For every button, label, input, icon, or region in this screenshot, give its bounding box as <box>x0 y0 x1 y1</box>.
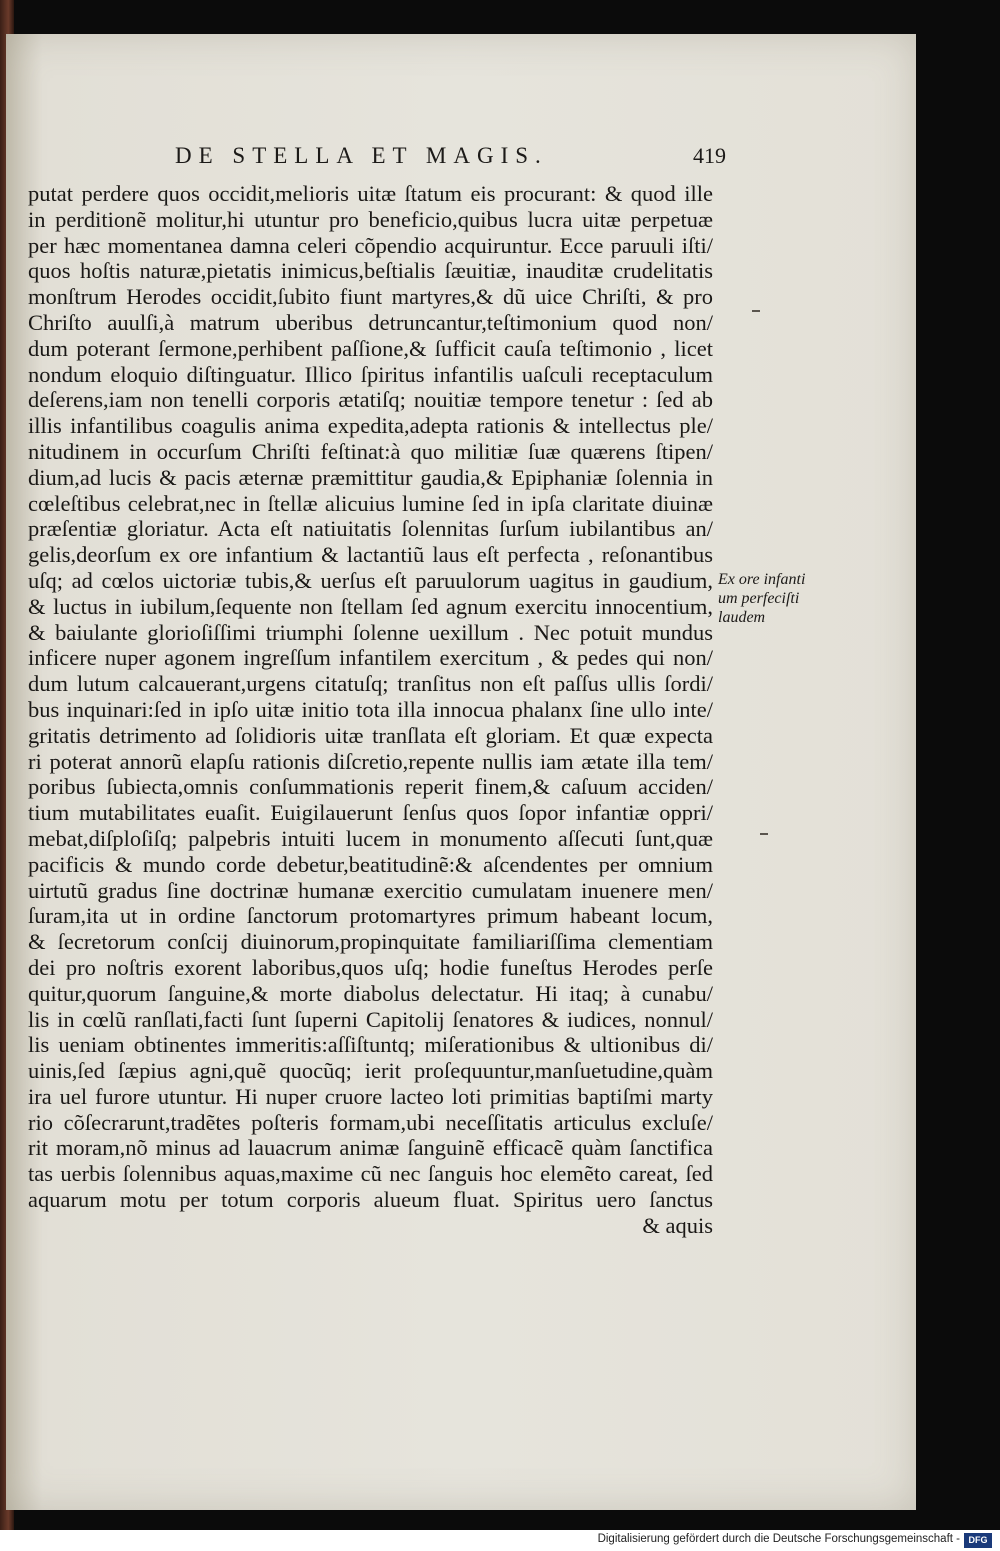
text-line: cœleſtibus celebrat,nec in ſtellæ alicuius lumine ſed in ipſa claritate diuinæ <box>28 490 713 516</box>
text-line: poribus ſubiecta,omnis conſummationis reperit finem,& caſuum acciden/ <box>28 774 713 800</box>
text-line: tas uerbis ſolennibus aquas,maxime cũ nec ſanguis hoc elemẽto careat, ſed <box>28 1161 713 1187</box>
running-title: DE STELLA ET MAGIS. <box>175 143 548 168</box>
text-line: per hæc momentanea damna celeri cõpendio acquiruntur. Ecce paruuli iſti/ <box>28 232 713 258</box>
text-line: uirtutũ gradus ſine doctrinæ humanæ exercitio cumulatam inuenere men/ <box>28 877 713 903</box>
running-head <box>175 143 726 171</box>
text-line: quitur,quorum ſanguine,& morte diabolus delectatur. Hi itaq; à cunabu/ <box>28 980 713 1006</box>
text-line: ri poterat annorũ elapſu rationis diſcretio,repente nullis iam ætate illa tem/ <box>28 748 713 774</box>
text-line: dei pro noſtris exorent laboribus,quos uſq; hodie funeſtus Herodes perſe <box>28 954 713 980</box>
text-line: & luctus in iubilum,ſequente non ſtellam ſed agnum exercitu innocentium, <box>28 593 713 619</box>
text-line: gelis,deorſum ex ore infantium & lactantiũ laus eſt perfecta , reſonantibus <box>28 542 713 568</box>
text-line: uinis,ſed ſæpius agni,quẽ quocũq; ierit proſequuntur,manſuetudine,quàm <box>28 1058 713 1084</box>
text-line: quos hoſtis naturæ,pietatis inimicus,beſtialis ſæuitiæ, inauditæ crudelitatis <box>28 258 713 284</box>
digitization-footer <box>0 1530 1000 1551</box>
text-line: rio cõſecrarunt,tradẽtes poſteris formam,ubi neceſſitatis articulus excluſe/ <box>28 1109 713 1135</box>
text-line: bus inquinari:ſed in ipſo uitæ initio tota illa innocua phalanx ſine ullo inte/ <box>28 696 713 722</box>
text-line: uſq; ad cœlos uictoriæ tubis,& uerſus eſt paruulorum uagitus in gaudium, <box>28 567 713 593</box>
text-line: deſerens,iam non tenelli corporis ætatiſq; nouitiæ tempore tenetur : ſed ab <box>28 387 713 413</box>
text-line: tium mutabilitates euaſit. Euigilauerunt ſenſus quos ſopor infantiæ oppri/ <box>28 800 713 826</box>
text-line: dum lutum calcauerant,urgens citatuſq; tranſitus non eſt paſſus ullis ſordi/ <box>28 671 713 697</box>
text-line: & baiulante glorioſiſſimi triumphi ſolenne uexillum . Nec potuit mundus <box>28 619 713 645</box>
dfg-logo-icon: DFG <box>964 1533 992 1548</box>
body-text <box>28 181 713 1239</box>
text-line: inficere nuper agonem ingreſſum infantilem exercitum , & pedes qui non/ <box>28 645 713 671</box>
text-line: lis ueniam obtinentes immeritis:aſſiſtuntq; miſerationibus & ultionibus di/ <box>28 1032 713 1058</box>
text-line: nitudinem in occurſum Chriſti feſtinat:à quo militiæ ſuæ quærens ſtipen/ <box>28 438 713 464</box>
text-line: præſentiæ gloriatur. Acta eſt natiuitatis ſolennitas ſurſum iubilantibus an/ <box>28 516 713 542</box>
page-number: 419 <box>693 143 726 168</box>
text-line: Chriſto auulſi,à matrum uberibus detruncantur,teſtimonium quod non/ <box>28 309 713 335</box>
text-line: illis infantilibus coagulis anima expedita,adepta rationis & intellectus ple/ <box>28 413 713 439</box>
text-line: monſtrum Herodes occidit,ſubito fiunt martyres,& dũ uice Chriſti, & pro <box>28 284 713 310</box>
margin-mark <box>760 833 768 835</box>
text-line: dium,ad lucis & pacis æternæ præmittitur gaudia,& Epiphaniæ ſolennia in <box>28 464 713 490</box>
text-line: ira uel furore utuntur. Hi nuper cruore lacteo loti primitias baptiſmi marty <box>28 1083 713 1109</box>
text-line: rit moram,nõ minus ad lauacrum animæ ſanguinẽ efficacẽ quàm ſanctifica <box>28 1135 713 1161</box>
text-line: nondum eloquio diſtinguatur. Illico ſpiritus infantilis uaſculi receptaculum <box>28 361 713 387</box>
text-line: mebat,diſploſiſq; palpebris intuiti lucem in monumento aſſecuti ſunt,quæ <box>28 825 713 851</box>
catchword: & aquis <box>642 1212 713 1238</box>
funding-credit: Digitalisierung gefördert durch die Deutsche Forschungsgemeinschaft - <box>597 1533 960 1545</box>
text-line: in perditionẽ molitur,hi utuntur pro beneficio,quibus lucra uitæ perpetuæ <box>28 206 713 232</box>
marginal-note-line: Ex ore infanti <box>718 571 806 588</box>
text-line: dum poterant ſermone,perhibent paſſione,& ſufficit cauſa teſtimonio , licet <box>28 335 713 361</box>
text-line: lis in cœlũ ranſlati,facti ſunt ſuperni Capitolij ſenatores & iudices, nonnul/ <box>28 1006 713 1032</box>
text-line: ſuram,ita ut in ordine ſanctorum protomartyres primum habeant locum, <box>28 903 713 929</box>
text-line: & ſecretorum conſcij diuinorum,propinquitate familiariſſima clementiam <box>28 929 713 955</box>
marginal-note-line: laudem <box>718 609 766 626</box>
text-line: pacificis & mundo corde debetur,beatitudinẽ:& aſcendentes per omnium <box>28 851 713 877</box>
margin-mark <box>752 310 760 312</box>
marginal-note-line: um perfeciſti <box>718 590 800 607</box>
text-line: putat perdere quos occidit,melioris uitæ ſtatum eis procurant: & quod ille <box>28 181 713 206</box>
text-line: gritatis detrimento ad ſolidioris uitæ tranſlata eſt gloriam. Et quæ expecta <box>28 722 713 748</box>
text-line: aquarum motu per totum corporis alueum fluat. Spiritus uero ſanctus <box>28 1187 713 1213</box>
marginal-note <box>718 570 818 627</box>
